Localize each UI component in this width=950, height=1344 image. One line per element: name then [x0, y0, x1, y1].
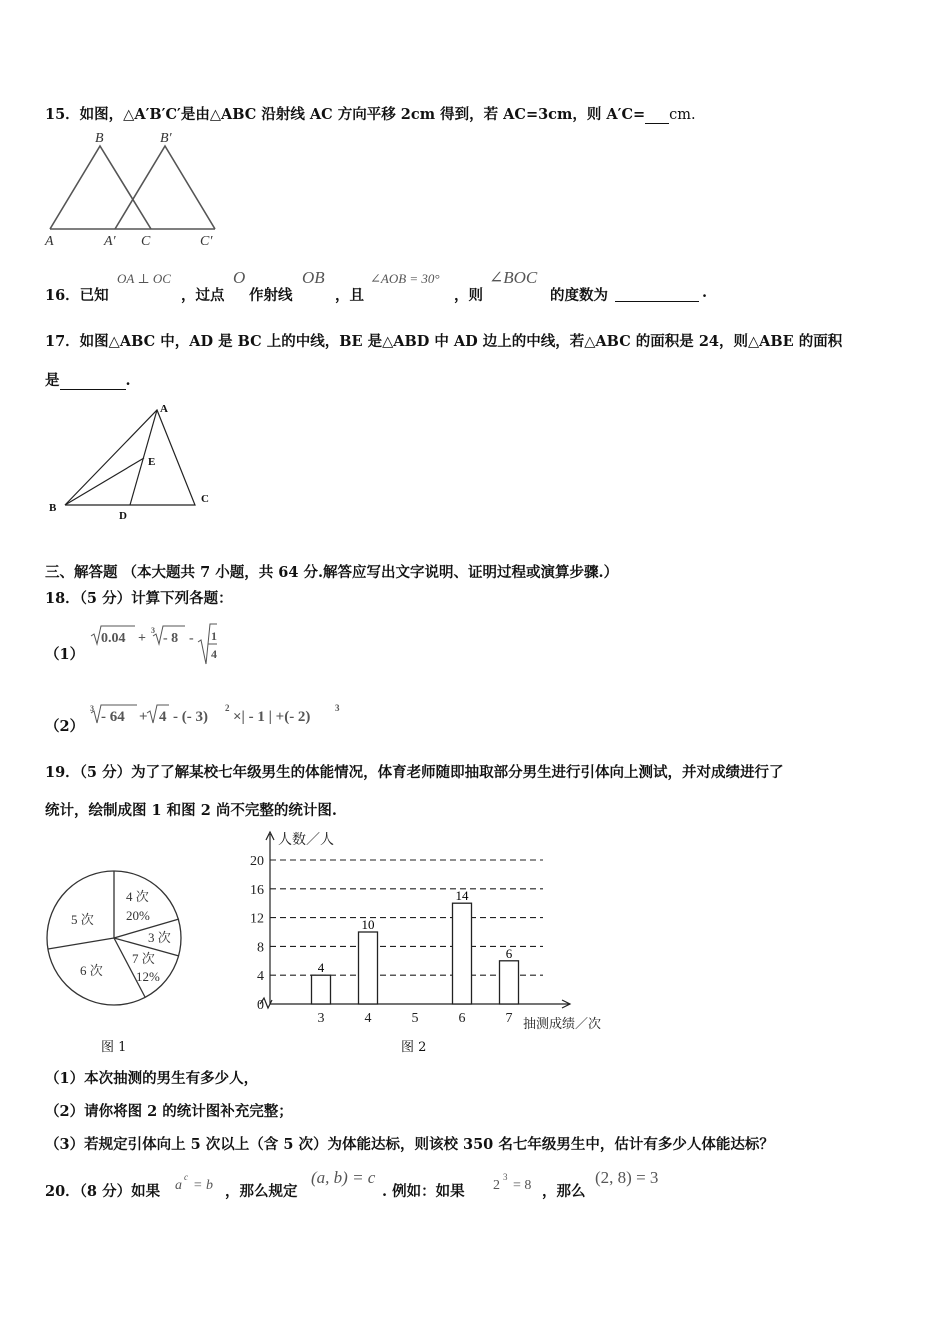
q20-m3b: 3	[503, 1172, 508, 1182]
q19-sub3: （3）若规定引体向上 5 次以上（含 5 次）为体能达标，则该校 350 名七年级男生中，估计有多少人体能达标？	[45, 1136, 774, 1153]
q16-t2: ，过点	[181, 287, 225, 304]
bar-ylabel: 人数／人	[278, 833, 334, 848]
pie-label-6: 6 次	[80, 963, 103, 978]
question-15	[45, 103, 696, 124]
pie-label-7: 7 次	[132, 951, 155, 966]
bar-xlabel: 抽测成绩／次	[523, 1016, 602, 1031]
q20-m3a: 2	[493, 1178, 500, 1193]
q16-t3: 作射线	[249, 287, 293, 304]
q20-t4: ，那么	[542, 1183, 586, 1200]
q17-figure	[40, 398, 230, 528]
q18-p2-exp2: 3	[335, 703, 340, 713]
q19-line2: 统计，绘制成图 1 和图 2 尚不完整的统计图.	[45, 802, 337, 819]
q18-p2-index3: 3	[90, 704, 94, 713]
q20-m2: (a, b) = c	[311, 1168, 376, 1187]
q17-label-D: D	[119, 510, 127, 522]
q18-p2-exp1: 2	[225, 703, 230, 713]
q20-m3c: = 8	[513, 1178, 532, 1193]
q18-p2-a: - 64	[101, 709, 125, 725]
pie-label-5: 5 次	[71, 912, 94, 927]
q18-p1-label: （1）	[45, 646, 85, 663]
q16-blank	[615, 284, 699, 302]
bar-6	[453, 903, 472, 1004]
q18-title: 18．（5 分）计算下列各题：	[45, 590, 233, 607]
q18-p1-expr	[87, 622, 227, 666]
q20-t1: 20．（8 分）如果	[45, 1183, 161, 1200]
q19-line1: 19．（5 分）为了了解某校七年级男生的体能情况，体育老师随即抽取部分男生进行引体向上测试，并对成绩进行了	[45, 764, 784, 781]
q17-blank	[60, 372, 126, 390]
section-3-heading: 三、解答题 （本大题共 7 小题，共 64 分.解答应写出文字说明、证明过程或演算步骤.）	[45, 564, 619, 581]
bar-chart	[238, 826, 618, 1036]
x-tick-4: 4	[364, 1011, 372, 1026]
q20-m4: (2, 8) = 3	[595, 1168, 659, 1187]
bar-7	[500, 961, 519, 1004]
q15-unit: cm.	[669, 107, 696, 123]
q18-p1-den: 4	[211, 647, 217, 661]
q20-m1b: c	[184, 1172, 188, 1182]
bar-4	[359, 932, 378, 1004]
y-tick-12: 12	[250, 911, 264, 927]
q18-p1-num: 1	[211, 629, 217, 643]
q19-sub1: （1）本次抽测的男生有多少人，	[45, 1070, 259, 1087]
q18-p1-a: 0.04	[101, 631, 126, 646]
q20-t3: . 例如：如果	[382, 1183, 465, 1200]
pie-label-3: 3 次	[148, 930, 171, 945]
q17-label-E: E	[148, 456, 156, 468]
q18-p2-b: 4	[159, 709, 167, 725]
y-tick-0: 0	[257, 998, 264, 1013]
q17-label-C: C	[201, 493, 209, 505]
bar-3	[312, 975, 331, 1004]
pie-chart	[44, 868, 186, 1010]
q18-p1-plus: +	[138, 631, 146, 646]
q16-m3: OB	[302, 268, 325, 287]
bar-label-6: 14	[455, 888, 469, 904]
pie-label-4: 4 次	[126, 889, 149, 904]
q20-m1a: a	[175, 1178, 182, 1193]
q18-p2-expr	[87, 699, 387, 733]
q16-t7: .	[702, 284, 708, 301]
q16-t5: ，则	[454, 287, 483, 304]
x-tick-7: 7	[505, 1011, 513, 1026]
y-tick-20: 20	[250, 854, 264, 869]
q19-sub2: （2）请你将图 2 的统计图补充完整；	[45, 1103, 293, 1120]
q18-p2-label: （2）	[45, 718, 85, 735]
q18-p2-rest: - (- 3)	[173, 709, 208, 725]
q18-p1-index3: 3	[151, 626, 155, 635]
q16-t4: ，且	[335, 287, 364, 304]
x-tick-6: 6	[458, 1011, 466, 1026]
q18-p1-b: - 8	[163, 631, 179, 646]
q15-label-A2: A′	[104, 234, 116, 249]
q17-line2-a: 是	[45, 372, 60, 389]
q20-t2: ，那么规定	[225, 1183, 298, 1200]
q20-m1c: = b	[193, 1178, 213, 1193]
bar-label-7: 6	[505, 945, 513, 961]
q17-label-B: B	[49, 502, 57, 514]
q16-m2: O	[233, 268, 246, 287]
q18-p2-plus1: +	[139, 709, 148, 725]
q18-p2-rest2: ×| - 1 | +(- 2)	[233, 709, 311, 725]
q15-label-B: B	[95, 131, 104, 146]
q17-line1: 17．如图△ABC 中，AD 是 BC 上的中线，BE 是△ABD 中 AD 边上的中线，若△ABC 的面积是 24，则△ABE 的面积	[45, 333, 843, 350]
bar-label-3: 4	[317, 960, 325, 976]
bar-caption: 图 2	[401, 1040, 427, 1055]
q17-label-A: A	[160, 403, 168, 415]
q16-t1: 16．已知	[45, 287, 109, 304]
q17-line2	[45, 369, 131, 390]
q18-p1-minus: -	[189, 631, 194, 646]
x-tick-5: 5	[411, 1011, 419, 1026]
q16-m5: ∠BOC	[489, 268, 538, 287]
y-tick-16: 16	[250, 882, 264, 898]
x-tick-3: 3	[317, 1011, 325, 1026]
q15-label-C: C	[141, 234, 151, 249]
q16-m1: OA ⊥ OC	[117, 271, 171, 286]
pie-caption: 图 1	[101, 1040, 127, 1055]
q15-text: 15．如图，△A′B′C′是由△ABC 沿射线 AC 方向平移 2cm 得到，若 AC=3cm，则 A′C=	[45, 106, 646, 123]
pie-pct-7: 12%	[136, 969, 160, 984]
y-tick-8: 8	[257, 940, 264, 956]
q16-m4: ∠AOB = 30°	[370, 271, 440, 286]
q15-label-C2: C′	[200, 234, 213, 249]
y-tick-4: 4	[257, 969, 264, 985]
q15-label-B2: B′	[160, 131, 172, 146]
q15-label-A: A	[45, 234, 54, 249]
bar-label-4: 10	[361, 917, 375, 932]
q15-blank	[645, 106, 669, 124]
q15-figure	[40, 128, 230, 253]
q17-line2-b: .	[125, 372, 131, 389]
pie-pct-4: 20%	[126, 908, 150, 923]
q16-t6: 的度数为	[550, 287, 608, 304]
